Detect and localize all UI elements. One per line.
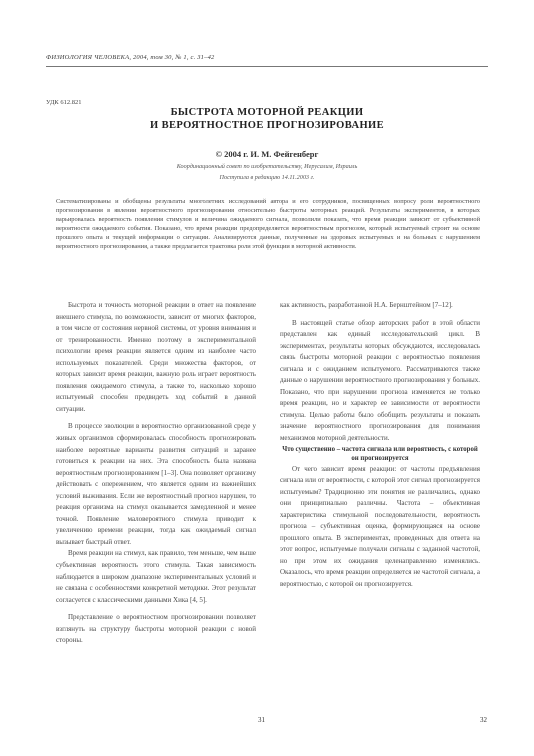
title-line-1: БЫСТРОТА МОТОРНОЙ РЕАКЦИИ	[170, 107, 364, 118]
paragraph: Время реакции на стимул, как правило, тем меньше, чем выше субъективная вероятность этого стимула. Такая зависимость наблюдается в широком диапазоне экспериментальных условий и не связана с особенностями конкретной методики. Этот результат согласуется с классическими данными Хика [4, 5].	[56, 549, 256, 604]
paragraph: как активность, разработанной Н.А. Бернштейном [7–12].	[280, 301, 453, 309]
received-date: Поступила в редакцию 14.11.2003 г.	[219, 174, 315, 181]
running-header: ФИЗИОЛОГИЯ ЧЕЛОВЕКА, 2004, том 30, № 1, с. 31–42	[46, 54, 215, 61]
paragraph: В процессе эволюции в вероятностно организованной среде у живых организмов сформировалась способность прогнозировать наиболее вероятные варианты развития ситуаций и заранее готовиться к реакции на них. Эта способность была названа вероятностным прогнозированием [1–3]. Она позволяет организму действовать с опережением, что является одним из важнейших условий выживания. Если же вероятностный прогноз нарушен, то реакция организма на стимул оказывается замедленной и менее точной. Появление маловероятного стимула приводит к увеличению времени реакции, тогда как ожидаемый сигнал вызывает быстрый ответ.	[56, 422, 256, 546]
udc-code: УДК 612.821	[46, 99, 82, 106]
abstract: Систематизированы и обобщены результаты многолетних исследований автора и его сотрудников, посвященных вопросу роли вероятностного прогнозирования в явлении вероятностного прогнозирования относительно быстроты моторных реакций. Результаты экспериментов, в которых варьировалась вероятность появления стимулов и величина ожидаемого сигнала, позволили показать, что время реакции зависит от субъективной вероятности ожидаемого события. Показано, что время реакции предопределяется вероятностным прогнозом, который испытуемый строит на основе прошлого опыта и текущей информации о ситуации. Анализируются данные, полученные на здоровых испытуемых и на больных с нарушением вероятностного прогнозирования, а также предлагается трактовка роли этой функции в моторной активности.	[56, 198, 480, 250]
section-heading: Что существенно – частота сигнала или вероятность, с которой он прогнозируется	[282, 445, 478, 463]
paragraph: Представление о вероятностном прогнозировании позволяет взглянуть на структуру быстроты моторной реакции с новой стороны.	[56, 613, 256, 645]
body-column-left	[56, 300, 256, 647]
author-line: © 2004 г. И. М. Фейгенберг	[215, 149, 319, 159]
paragraph: Быстрота и точность моторной реакции в ответ на появление внешнего стимула, по возможности, зависит от многих факторов, в том числе от состояния нервной системы, от уровня внимания и от тренированности. Именно поэтому в экспериментальной психологии время реакции является одним из наиболее часто используемых показателей. Среди множества факторов, от которых зависит время реакции, важную роль играет вероятность появления ожидаемого стимула, а также то, насколько хорошо испытуемый способен предвидеть ход событий в данной ситуации.	[56, 301, 256, 413]
header-rule	[46, 66, 488, 67]
paragraph: В настоящей статье обзор авторских работ в этой области представлен как единый исследовательский цикл. В экспериментах, результаты которых обсуждаются, исследовалась связь быстроты моторной реакции с вероятностью появления сигнала и с ожиданием испытуемого. Рассматриваются также данные о нарушении вероятностного прогнозирования у больных. Показано, что при нарушении прогноза изменяется не только время реакции, но и характер ее зависимости от вероятности стимула. Целью работы было обобщить результаты и показать значение вероятностного прогнозирования для понимания механизмов моторной деятельности.	[280, 318, 480, 443]
body-column-right	[280, 300, 480, 591]
page-number-right: 32	[480, 716, 487, 724]
paragraph: От чего зависит время реакции: от частоты предъявления сигнала или от вероятности, с которой этот сигнал прогнозируется испытуемым? Традиционно эти понятия не различались, однако они принципиально различны. Частота – объективная характеристика стимульной последовательности, вероятность прогноза – субъективная оценка, формирующаяся на основе прошлого опыта. В экспериментах, проведенных для ответа на этот вопрос, испытуемые получали сигналы с заданной частотой, но при этом их ожидания целенаправленно изменялись. Оказалось, что время реакции определяется не частотой сигнала, а вероятностью, с которой он прогнозируется.	[280, 464, 480, 589]
title-line-2: И ВЕРОЯТНОСТНОЕ ПРОГНОЗИРОВАНИЕ	[150, 120, 384, 131]
affiliation: Координационный совет по изобретательству, Иерусалим, Израиль	[176, 163, 358, 170]
page-number: 31	[258, 716, 265, 724]
article-title	[0, 106, 534, 132]
